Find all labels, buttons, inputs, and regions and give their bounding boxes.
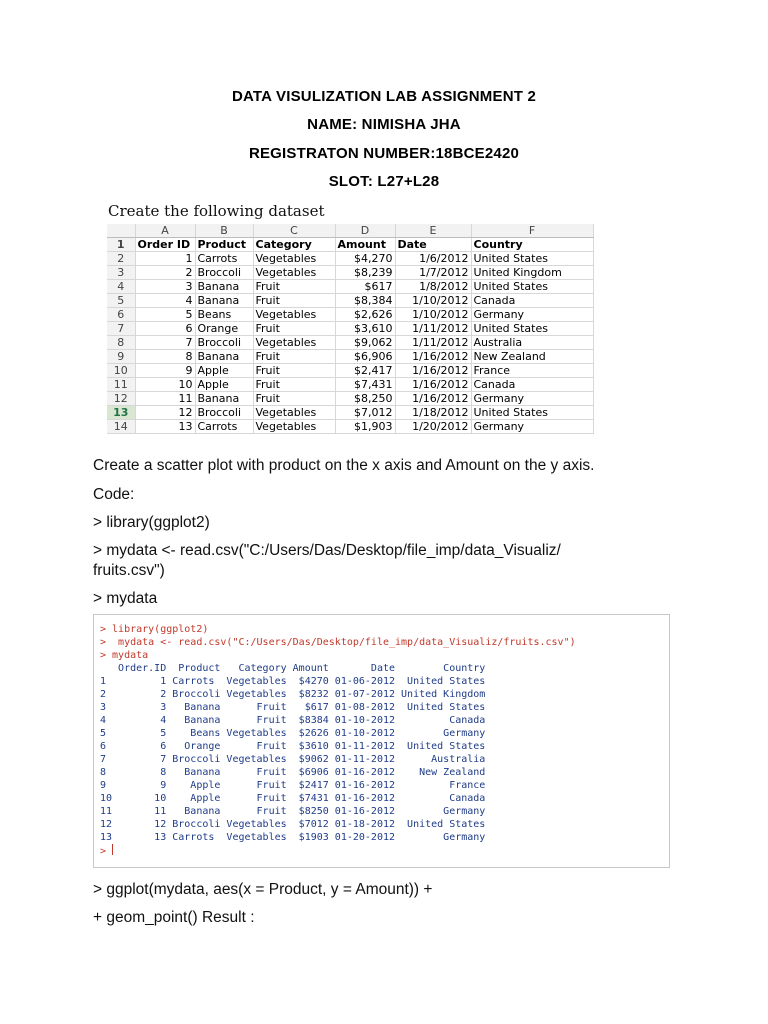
sheet-cell: Banana bbox=[195, 350, 253, 364]
row-number: 8 bbox=[107, 336, 135, 350]
sheet-cell: $1,903 bbox=[335, 420, 395, 434]
console-output-row: 12 12 Broccoli Vegetables $7012 01-18-2012 United States bbox=[100, 819, 486, 830]
console-output-row: 6 6 Orange Fruit $3610 01-11-2012 United States bbox=[100, 741, 486, 752]
sheet-cell: 1/7/2012 bbox=[395, 266, 471, 280]
console-cursor bbox=[112, 844, 113, 855]
sheet-cell: $2,626 bbox=[335, 308, 395, 322]
sheet-cell: 1/16/2012 bbox=[395, 350, 471, 364]
sheet-data-row bbox=[107, 378, 593, 392]
sheet-cell: 1/11/2012 bbox=[395, 336, 471, 350]
row-number: 13 bbox=[107, 406, 135, 420]
sheet-cell: Fruit bbox=[253, 350, 335, 364]
sheet-cell: Apple bbox=[195, 378, 253, 392]
excel-dataset-table bbox=[107, 224, 594, 434]
code-line-ggplot: > ggplot(mydata, aes(x = Product, y = Amount)) + bbox=[93, 881, 433, 898]
sheet-cell: 7 bbox=[135, 336, 195, 350]
column-letter-c: C bbox=[253, 224, 335, 238]
sheet-header-row bbox=[107, 238, 593, 252]
sheet-cell: 10 bbox=[135, 378, 195, 392]
sheet-cell: 1/16/2012 bbox=[395, 392, 471, 406]
sheet-data-row bbox=[107, 350, 593, 364]
sheet-cell: Vegetables bbox=[253, 406, 335, 420]
student-name: NAME: NIMISHA JHA bbox=[307, 116, 461, 133]
code-line-read-csv-cont: fruits.csv") bbox=[93, 562, 165, 579]
console-output-row: 7 7 Broccoli Vegetables $9062 01-11-2012 Australia bbox=[100, 754, 486, 765]
sheet-cell: 3 bbox=[135, 280, 195, 294]
sheet-header-cell: Country bbox=[471, 238, 593, 252]
console-output-row: 8 8 Banana Fruit $6906 01-16-2012 New Zealand bbox=[100, 767, 486, 778]
sheet-cell: $617 bbox=[335, 280, 395, 294]
sheet-cell: 11 bbox=[135, 392, 195, 406]
sheet-cell: Apple bbox=[195, 364, 253, 378]
sheet-cell: Fruit bbox=[253, 280, 335, 294]
sheet-cell: Vegetables bbox=[253, 308, 335, 322]
row-number: 14 bbox=[107, 420, 135, 434]
sheet-cell: Fruit bbox=[253, 392, 335, 406]
row-number: 3 bbox=[107, 266, 135, 280]
sheet-cell: Canada bbox=[471, 378, 593, 392]
row-number: 12 bbox=[107, 392, 135, 406]
sheet-cell: Fruit bbox=[253, 378, 335, 392]
sheet-cell: 9 bbox=[135, 364, 195, 378]
registration-number: REGISTRATON NUMBER:18BCE2420 bbox=[248, 145, 520, 162]
console-output-row: 4 4 Banana Fruit $8384 01-10-2012 Canada bbox=[100, 715, 486, 726]
sheet-cell: United States bbox=[471, 252, 593, 266]
sheet-cell: New Zealand bbox=[471, 350, 593, 364]
row-number: 2 bbox=[107, 252, 135, 266]
sheet-cell: $7,012 bbox=[335, 406, 395, 420]
sheet-cell: United States bbox=[471, 406, 593, 420]
sheet-cell: $4,270 bbox=[335, 252, 395, 266]
sheet-cell: 1/11/2012 bbox=[395, 322, 471, 336]
sheet-cell: United States bbox=[471, 322, 593, 336]
row-number: 4 bbox=[107, 280, 135, 294]
console-output-row: 10 10 Apple Fruit $7431 01-16-2012 Canada bbox=[100, 793, 486, 804]
row-number: 11 bbox=[107, 378, 135, 392]
sheet-cell: Vegetables bbox=[253, 336, 335, 350]
column-letter-d: D bbox=[335, 224, 395, 238]
row-number: 7 bbox=[107, 322, 135, 336]
sheet-data-row bbox=[107, 294, 593, 308]
sheet-cell: Fruit bbox=[253, 294, 335, 308]
sheet-cell: Fruit bbox=[253, 322, 335, 336]
column-letter-f: F bbox=[471, 224, 593, 238]
sheet-cell: Carrots bbox=[195, 252, 253, 266]
sheet-cell: Canada bbox=[471, 294, 593, 308]
sheet-cell: Germany bbox=[471, 392, 593, 406]
sheet-cell: $6,906 bbox=[335, 350, 395, 364]
sheet-cell: United States bbox=[471, 280, 593, 294]
sheet-cell: Germany bbox=[471, 308, 593, 322]
sheet-cell: Broccoli bbox=[195, 406, 253, 420]
sheet-cell: United Kingdom bbox=[471, 266, 593, 280]
sheet-header-cell: Date bbox=[395, 238, 471, 252]
console-output-row: 13 13 Carrots Vegetables $1903 01-20-2012 Germany bbox=[100, 832, 486, 843]
task-text: Create a scatter plot with product on the x axis and Amount on the y axis. bbox=[93, 457, 595, 474]
sheet-cell: Vegetables bbox=[253, 420, 335, 434]
sheet-header-cell: Product bbox=[195, 238, 253, 252]
sheet-data-row bbox=[107, 392, 593, 406]
sheet-cell: 1/10/2012 bbox=[395, 294, 471, 308]
sheet-header-cell: Category bbox=[253, 238, 335, 252]
sheet-cell: $9,062 bbox=[335, 336, 395, 350]
row-number: 6 bbox=[107, 308, 135, 322]
sheet-header-cell: Amount bbox=[335, 238, 395, 252]
r-console-screenshot bbox=[93, 614, 670, 868]
sheet-cell: 2 bbox=[135, 266, 195, 280]
sheet-cell: 5 bbox=[135, 308, 195, 322]
console-output-row: 11 11 Banana Fruit $8250 01-16-2012 Germany bbox=[100, 806, 486, 817]
sheet-cell: 1/18/2012 bbox=[395, 406, 471, 420]
column-letter-header bbox=[107, 224, 593, 238]
sheet-cell: Banana bbox=[195, 392, 253, 406]
sheet-cell: $3,610 bbox=[335, 322, 395, 336]
console-command-line: > library(ggplot2) bbox=[100, 624, 209, 635]
console-output-row: 2 2 Broccoli Vegetables $8232 01-07-2012 United Kingdom bbox=[100, 689, 486, 700]
console-output-row: 5 5 Beans Vegetables $2626 01-10-2012 Germany bbox=[100, 728, 486, 739]
sheet-corner-cell bbox=[107, 224, 135, 238]
sheet-cell: Banana bbox=[195, 294, 253, 308]
sheet-cell: Vegetables bbox=[253, 252, 335, 266]
code-line-geom-point: + geom_point() Result : bbox=[93, 909, 255, 926]
sheet-data-row bbox=[107, 322, 593, 336]
sheet-cell: 6 bbox=[135, 322, 195, 336]
sheet-cell: $7,431 bbox=[335, 378, 395, 392]
slot: SLOT: L27+L28 bbox=[328, 173, 440, 190]
sheet-cell: $8,250 bbox=[335, 392, 395, 406]
sheet-cell: 13 bbox=[135, 420, 195, 434]
code-label: Code: bbox=[93, 486, 135, 503]
console-command-line: > mydata bbox=[100, 650, 149, 661]
sheet-cell: Carrots bbox=[195, 420, 253, 434]
sheet-cell: France bbox=[471, 364, 593, 378]
sheet-cell: 8 bbox=[135, 350, 195, 364]
console-output-header: Order.ID Product Category Amount Date Country bbox=[100, 663, 486, 674]
row-number: 10 bbox=[107, 364, 135, 378]
sheet-cell: 1/16/2012 bbox=[395, 378, 471, 392]
sheet-cell: Fruit bbox=[253, 364, 335, 378]
sheet-data-row bbox=[107, 420, 593, 434]
sheet-cell: 12 bbox=[135, 406, 195, 420]
sheet-cell: 1 bbox=[135, 252, 195, 266]
sheet-cell: Broccoli bbox=[195, 266, 253, 280]
code-line-library: > library(ggplot2) bbox=[93, 514, 210, 531]
sheet-cell: Australia bbox=[471, 336, 593, 350]
sheet-cell: 1/6/2012 bbox=[395, 252, 471, 266]
code-line-read-csv: > mydata <- read.csv("C:/Users/Das/Desktop/file_imp/data_Visualiz/ bbox=[93, 542, 561, 559]
r-console-text bbox=[94, 615, 669, 858]
sheet-cell: Banana bbox=[195, 280, 253, 294]
sheet-header-cell: Order ID bbox=[135, 238, 195, 252]
sheet-data-row bbox=[107, 308, 593, 322]
console-command-line: > mydata <- read.csv("C:/Users/Das/Desktop/file_imp/data_Visualiz/fruits.csv") bbox=[100, 637, 576, 648]
column-letter-e: E bbox=[395, 224, 471, 238]
row-number: 5 bbox=[107, 294, 135, 308]
document-title: DATA VISULIZATION LAB ASSIGNMENT 2 bbox=[231, 88, 537, 105]
console-output-row: 9 9 Apple Fruit $2417 01-16-2012 France bbox=[100, 780, 486, 791]
column-letter-b: B bbox=[195, 224, 253, 238]
sheet-cell: 1/8/2012 bbox=[395, 280, 471, 294]
row-number: 9 bbox=[107, 350, 135, 364]
sheet-cell: $8,384 bbox=[335, 294, 395, 308]
dataset-caption: Create the following dataset bbox=[108, 202, 325, 220]
sheet-cell: Beans bbox=[195, 308, 253, 322]
sheet-cell: 1/16/2012 bbox=[395, 364, 471, 378]
sheet-cell: 1/10/2012 bbox=[395, 308, 471, 322]
sheet-cell: Orange bbox=[195, 322, 253, 336]
sheet-data-row bbox=[107, 406, 593, 420]
sheet-cell: $2,417 bbox=[335, 364, 395, 378]
column-letter-a: A bbox=[135, 224, 195, 238]
console-output-row: 1 1 Carrots Vegetables $4270 01-06-2012 United States bbox=[100, 676, 486, 687]
console-output-row: 3 3 Banana Fruit $617 01-08-2012 United States bbox=[100, 702, 486, 713]
sheet-cell: $8,239 bbox=[335, 266, 395, 280]
console-prompt: > bbox=[100, 846, 113, 857]
row-number: 1 bbox=[107, 238, 135, 252]
sheet-data-row bbox=[107, 252, 593, 266]
sheet-data-row bbox=[107, 336, 593, 350]
sheet-data-row bbox=[107, 280, 593, 294]
sheet-cell: Germany bbox=[471, 420, 593, 434]
sheet-cell: Broccoli bbox=[195, 336, 253, 350]
sheet-cell: 1/20/2012 bbox=[395, 420, 471, 434]
sheet-cell: 4 bbox=[135, 294, 195, 308]
sheet-data-row bbox=[107, 364, 593, 378]
sheet-data-row bbox=[107, 266, 593, 280]
sheet-cell: Vegetables bbox=[253, 266, 335, 280]
code-line-mydata: > mydata bbox=[93, 590, 158, 607]
